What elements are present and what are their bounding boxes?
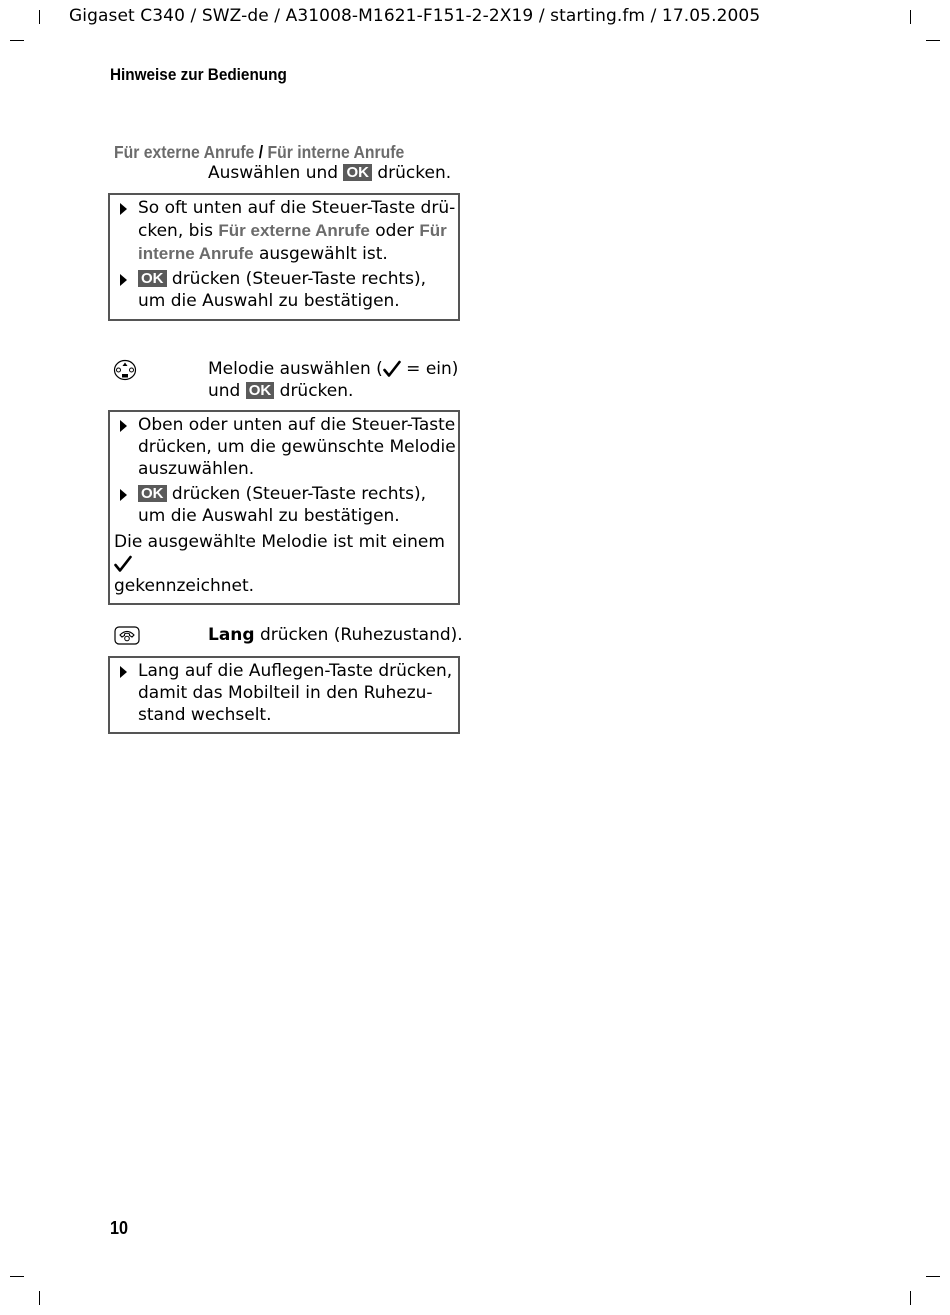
- crop-mark: [926, 40, 940, 41]
- menu-path: [114, 142, 404, 163]
- step2-help-box: [108, 410, 460, 605]
- selection-note: Die ausgewählte Melodie ist mit einem gekennzeichnet.: [114, 531, 445, 596]
- checkmark-icon: [114, 555, 132, 573]
- crop-mark: [910, 10, 911, 24]
- running-header: Gigaset C340 / SWZ-de / A31008-M1621-F151-2-2X19 / starting.fm / 17.05.2005: [69, 6, 761, 26]
- step3-instruction: Lang drücken (Ruhezustand).: [208, 625, 463, 645]
- section-title: Hinweise zur Bedienung: [110, 65, 287, 84]
- list-item: Lang auf die Auflegen-Taste drücken, damit das Mobilteil in den Ruhezu-stand wechselt.: [114, 661, 456, 726]
- navigation-key-icon: [113, 359, 137, 381]
- crop-mark: [39, 1291, 40, 1305]
- bullet-arrow-icon: [120, 666, 127, 678]
- end-call-key-icon: [114, 626, 140, 645]
- step1-instruction: Auswählen und OK drücken.: [208, 163, 452, 183]
- bullet-arrow-icon: [120, 274, 127, 286]
- list-item: OK drücken (Steuer-Taste rechts), um die Auswahl zu bestätigen.: [114, 484, 456, 528]
- step1-help-box: [108, 193, 460, 321]
- crop-mark: [39, 10, 40, 24]
- crop-mark: [10, 40, 24, 41]
- ok-key: OK: [246, 382, 275, 399]
- page-number: 10: [110, 1218, 129, 1238]
- menu-path-separator: /: [254, 142, 268, 162]
- list-item: So oft unten auf die Steuer-Taste drü-cken, bis Für externe Anrufe oder Für interne Anrufe ausgewählt ist.: [114, 198, 456, 265]
- bullet-arrow-icon: [120, 420, 127, 432]
- bullet-arrow-icon: [120, 489, 127, 501]
- bullet-arrow-icon: [120, 203, 127, 215]
- checkmark-icon: [383, 360, 401, 378]
- menu-option-internal: Für interne Anrufe: [138, 220, 447, 263]
- ok-key: OK: [343, 164, 372, 181]
- list-item: Oben oder unten auf die Steuer-Taste drücken, um die gewünschte Melodie auszuwählen.: [114, 415, 456, 480]
- crop-mark: [910, 1291, 911, 1305]
- menu-option-external: Für externe Anrufe: [114, 142, 255, 162]
- menu-option-external: Für externe Anrufe: [218, 220, 370, 240]
- ok-key: OK: [138, 270, 167, 287]
- step2-instruction-line1: Melodie auswählen ( = ein): [208, 359, 459, 379]
- crop-mark: [10, 1276, 24, 1277]
- list-item: OK drücken (Steuer-Taste rechts), um die Auswahl zu bestätigen.: [114, 269, 456, 313]
- menu-option-internal: Für interne Anrufe: [267, 142, 405, 162]
- step3-help-box: [108, 656, 460, 734]
- ok-key: OK: [138, 485, 167, 502]
- step2-instruction-line2: und OK drücken.: [208, 381, 354, 401]
- crop-mark: [926, 1276, 940, 1277]
